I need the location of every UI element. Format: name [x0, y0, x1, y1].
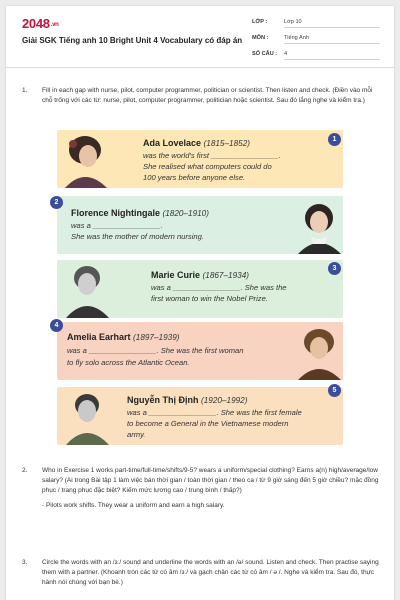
card-line: to become a General in the Vietnamese modern [127, 419, 289, 428]
years-text: (1920–1992) [201, 396, 248, 405]
years-text: (1815–1852) [203, 139, 250, 148]
meta-label: LỚP : [252, 19, 268, 25]
logo-tld: .vn [50, 21, 59, 28]
question-text: Who in Exercise 1 works part-time/full-time/shifts/9-5? wears a uniform/special clothing? Earns a(n) high/average/low salary? (Ai trong Bài tập 1 làm việc bán thời gian / toàn thời gian / theo ca / từ 9 giờ sáng đến 5 giờ chiều? mặc đồng phục / trang phục đặc biệt? Kiếm mức lương cao / trung bình / thấp?) [42, 467, 379, 494]
question-2 [22, 466, 380, 511]
name-text: Florence Nightingale [71, 208, 161, 218]
question-1 [22, 86, 380, 106]
name-text: Nguyễn Thị Định [127, 395, 199, 405]
card-line: She was the mother of modern nursing. [71, 232, 204, 241]
portrait-florence-nightingale [295, 196, 343, 254]
years-text: (1897–1939) [133, 333, 180, 342]
person-name [67, 332, 179, 342]
question-number: 3. [22, 559, 28, 566]
meta-label: MÔN : [252, 35, 269, 41]
question-text: Fill in each gap with nurse, pilot, computer programmer, politician or scientist. Then listen and check. (Điền vào mỗi chỗ trống với các từ: nurse, pilot, computer programmer, politician hoặc scientist. Sau đó lắng nghe và kiểm tra.) [42, 87, 373, 104]
card-line: was a ________________. [71, 221, 163, 230]
question-number: 2. [22, 467, 28, 474]
portrait-ada-lovelace [61, 130, 109, 188]
card-line: was a ________________. She was the first female [127, 408, 302, 417]
years-text: (1867–1934) [202, 271, 249, 280]
name-text: Ada Lovelace [143, 138, 202, 148]
card-line: first woman to win the Nobel Prize. [151, 294, 268, 303]
logo-text: 2048 [22, 16, 50, 31]
card-marie-curie [57, 260, 343, 318]
question-number: 1. [22, 87, 28, 94]
card-ada-lovelace [57, 130, 343, 188]
card-nguyen-thi-dinh [57, 387, 343, 445]
card-number-badge: 4 [50, 319, 63, 332]
meta-value: 4 [284, 51, 380, 60]
card-line: She realised what computers could do [143, 162, 272, 171]
answer-text: - Pilots work shifts. They wear a uniform and earn a high salary. [42, 502, 225, 510]
card-number-badge: 3 [328, 262, 341, 275]
site-logo[interactable] [22, 16, 59, 31]
question-text: Circle the words with an /ɜː/ sound and underline the words with an /ə/ sound. Listen and check. Then practise saying them with a partner. (Khoanh tròn các từ có âm /ɜː/ và gạch chân các từ có âm / ə /. Nghe và kiểm tra. Sau đó, thực hành nói chúng với bạn bè.) [42, 559, 379, 586]
person-name [143, 138, 250, 148]
worksheet-header [6, 6, 394, 68]
worksheet-page [6, 6, 394, 600]
card-line: to fly solo across the Atlantic Ocean. [67, 358, 190, 367]
card-florence-nightingale [54, 196, 343, 254]
portrait-marie-curie [63, 260, 111, 318]
card-line: 100 years before anyone else. [143, 173, 246, 182]
meta-value: Lớp 10 [284, 19, 380, 28]
portrait-nguyen-thi-dinh [63, 387, 111, 445]
name-text: Amelia Earhart [67, 332, 131, 342]
person-name [127, 395, 247, 405]
card-number-badge: 1 [328, 133, 341, 146]
card-number-badge: 2 [50, 196, 63, 209]
years-text: (1820–1910) [162, 209, 209, 218]
meta-label: SỐ CÂU : [252, 51, 278, 57]
card-line: army. [127, 430, 146, 439]
portrait-amelia-earhart [295, 322, 343, 380]
card-line: was a ________________. She was the [151, 283, 287, 292]
card-amelia-earhart [54, 322, 343, 380]
meta-value: Tiếng Anh [284, 35, 380, 44]
person-name [71, 208, 209, 218]
card-line: was a ________________. She was the first woman [67, 346, 244, 355]
person-name [151, 270, 249, 280]
card-number-badge: 5 [328, 384, 341, 397]
name-text: Marie Curie [151, 270, 201, 280]
card-line: was the world's first ________________. [143, 151, 281, 160]
question-3 [22, 558, 380, 587]
document-title: Giải SGK Tiếng anh 10 Bright Unit 4 Vocabulary có đáp án [22, 36, 243, 45]
